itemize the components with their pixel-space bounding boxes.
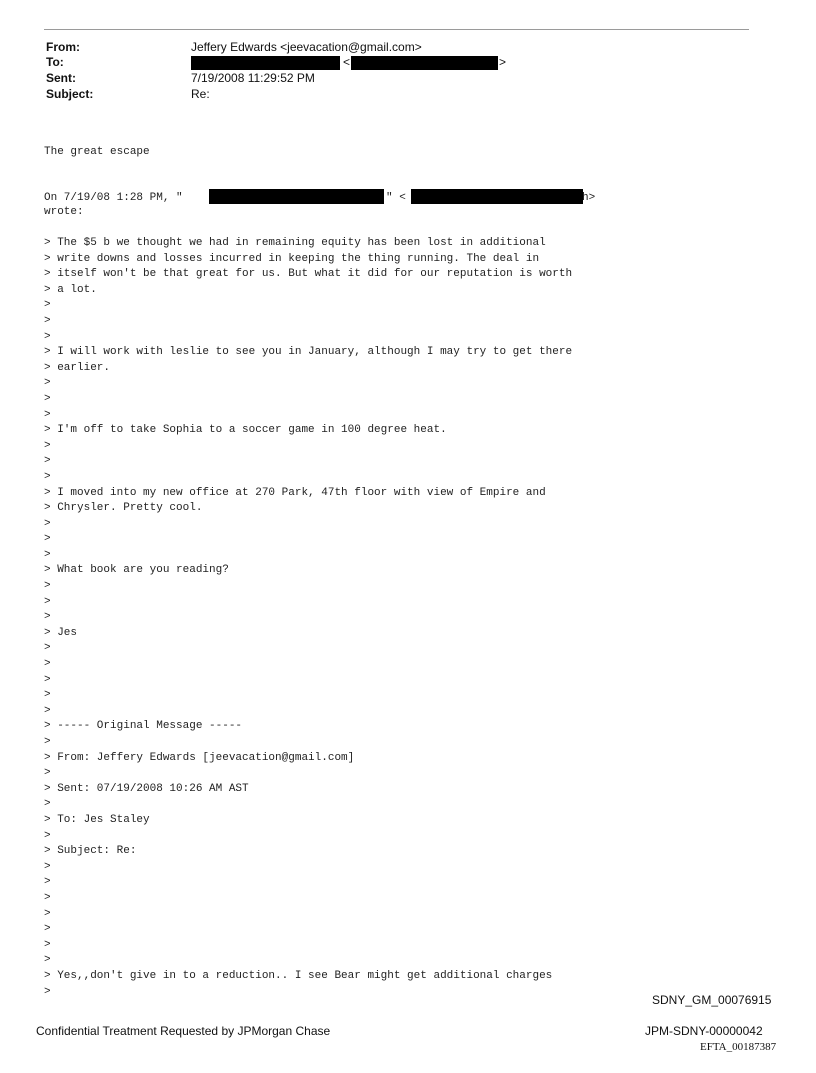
quoted-line: > xyxy=(44,330,51,343)
quoted-line: > I will work with leslie to see you in January, although I may try to get there xyxy=(44,346,573,359)
quoted-line: > Subject: Re: xyxy=(44,845,137,858)
sent-label: Sent: xyxy=(46,71,76,85)
quoted-line: > xyxy=(44,611,51,624)
attribution-start: On 7/19/08 1:28 PM, " xyxy=(44,192,183,204)
efta-number: EFTA_00187387 xyxy=(700,1041,777,1053)
quoted-line: > xyxy=(44,673,51,686)
quoted-line: > xyxy=(44,954,51,967)
quoted-line: > xyxy=(44,548,51,561)
quoted-line: > xyxy=(44,470,51,483)
redaction-to-email xyxy=(351,56,498,70)
quoted-line: > ----- Original Message ----- xyxy=(44,720,243,733)
subject-label: Subject: xyxy=(46,87,94,101)
quoted-line: > itself won't be that great for us. But what it did for our reputation is worth xyxy=(44,268,573,281)
quoted-line: > Jes xyxy=(44,626,78,639)
quoted-line: > a lot. xyxy=(44,283,97,296)
quoted-line: > xyxy=(44,314,51,327)
quoted-line: > Sent: 07/19/2008 10:26 AM AST xyxy=(44,782,249,795)
quoted-line: > I moved into my new office at 270 Park, 47th floor with view of Empire and xyxy=(44,486,546,499)
quoted-message xyxy=(44,236,572,1000)
to-close-bracket: > xyxy=(499,55,507,69)
sent-value: 7/19/2008 11:29:52 PM xyxy=(191,71,315,85)
reply-text: The great escape xyxy=(44,146,150,158)
to-label: To: xyxy=(46,55,64,69)
quoted-line: > xyxy=(44,517,51,530)
to-open-bracket: < xyxy=(343,55,351,69)
quoted-line: > xyxy=(44,689,51,702)
quoted-line: > xyxy=(44,439,51,452)
quoted-line: > xyxy=(44,923,51,936)
quoted-line: > xyxy=(44,595,51,608)
quoted-line: > What book are you reading? xyxy=(44,564,229,577)
quoted-line: > xyxy=(44,580,51,593)
redaction-sender-email xyxy=(411,189,583,204)
quoted-line: > xyxy=(44,985,51,998)
quoted-line: > xyxy=(44,392,51,405)
bates-number-jpm: JPM-SDNY-00000042 xyxy=(645,1024,763,1038)
quoted-line: > xyxy=(44,299,51,312)
quoted-line: > xyxy=(44,642,51,655)
quoted-line: > xyxy=(44,408,51,421)
quoted-line: > xyxy=(44,829,51,842)
bates-number-gm: SDNY_GM_00076915 xyxy=(652,993,772,1007)
redaction-sender-name xyxy=(209,189,384,204)
quoted-line: > xyxy=(44,455,51,468)
quoted-line: > xyxy=(44,860,51,873)
quoted-line: > xyxy=(44,377,51,390)
header-divider xyxy=(44,29,749,30)
quoted-line: > write downs and losses incurred in keeping the thing running. The deal in xyxy=(44,252,540,265)
quoted-line: > xyxy=(44,938,51,951)
quoted-line: > Yes,,don't give in to a reduction.. I see Bear might get additional charges xyxy=(44,969,553,982)
quoted-line: > xyxy=(44,533,51,546)
redaction-to-name xyxy=(191,56,340,70)
quoted-line: > xyxy=(44,798,51,811)
attribution-wrote: wrote: xyxy=(44,206,84,218)
quoted-line: > xyxy=(44,767,51,780)
quoted-line: > I'm off to take Sophia to a soccer game in 100 degree heat. xyxy=(44,424,447,437)
quoted-line: > Chrysler. Pretty cool. xyxy=(44,502,203,515)
attribution-end: h> xyxy=(582,192,596,204)
quoted-line: > xyxy=(44,736,51,748)
subject-value: Re: xyxy=(191,87,210,101)
quoted-line: > xyxy=(44,907,51,920)
from-label: From: xyxy=(46,40,80,54)
quoted-line: > To: Jes Staley xyxy=(44,813,150,826)
quoted-line: > From: Jeffery Edwards [jeevacation@gmail.com] xyxy=(44,751,355,764)
quoted-line: > The $5 b we thought we had in remaining equity has been lost in additional xyxy=(44,237,546,249)
quoted-line: > earlier. xyxy=(44,361,111,374)
quoted-line: > xyxy=(44,704,51,717)
confidential-notice: Confidential Treatment Requested by JPMorgan Chase xyxy=(36,1024,331,1038)
quoted-line: > xyxy=(44,658,51,671)
quoted-line: > xyxy=(44,891,51,904)
from-value: Jeffery Edwards <jeevacation@gmail.com> xyxy=(191,40,422,54)
quoted-line: > xyxy=(44,876,51,889)
attribution-mid: " < xyxy=(386,192,406,204)
